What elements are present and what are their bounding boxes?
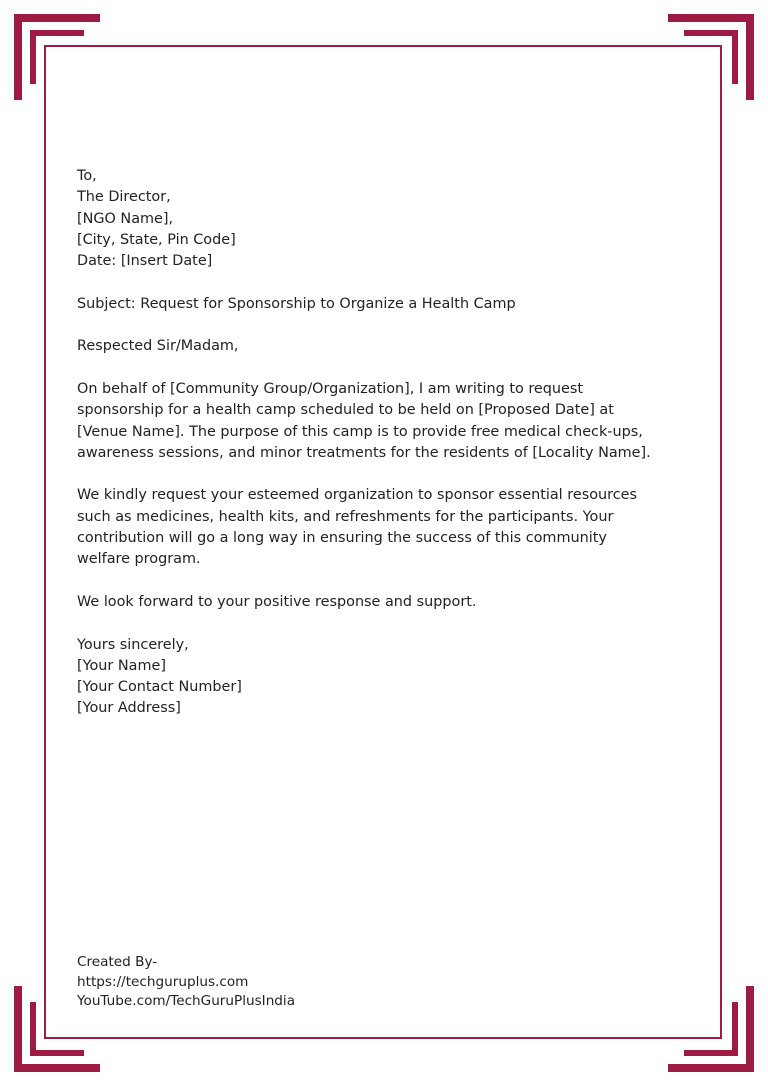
footer-credits bbox=[77, 953, 295, 1012]
paragraph-request bbox=[77, 379, 697, 464]
paragraph-line: welfare program. bbox=[77, 551, 201, 568]
paragraph-closing-remark: We look forward to your positive response and support. bbox=[77, 593, 477, 610]
paragraph-line: awareness sessions, and minor treatments for the residents of [Locality Name]. bbox=[77, 444, 651, 461]
address-to: To, bbox=[77, 168, 97, 184]
paragraph-line: [Venue Name]. The purpose of this camp is to provide free medical check-ups, bbox=[77, 423, 643, 440]
address-date: Date: [Insert Date] bbox=[77, 253, 213, 270]
sender-contact: [Your Contact Number] bbox=[77, 679, 242, 696]
address-ngo-name: [NGO Name], bbox=[77, 210, 174, 227]
address-city: [City, State, Pin Code] bbox=[77, 231, 236, 248]
paragraph-line: sponsorship for a health camp scheduled to be held on [Proposed Date] at bbox=[77, 402, 614, 419]
address-recipient: The Director, bbox=[77, 189, 171, 206]
recipient-address-block bbox=[77, 166, 697, 272]
signature-block bbox=[77, 635, 697, 720]
sender-name: [Your Name] bbox=[77, 657, 166, 674]
sender-address: [Your Address] bbox=[77, 700, 181, 717]
paragraph-line: contribution will go a long way in ensuring the success of this community bbox=[77, 530, 607, 547]
footer-website-link[interactable]: https://techguruplus.com bbox=[77, 973, 249, 990]
sign-off: Yours sincerely, bbox=[77, 636, 189, 653]
letter-salutation: Respected Sir/Madam, bbox=[77, 338, 239, 355]
footer-created-by: Created By- bbox=[77, 954, 158, 970]
paragraph-line: such as medicines, health kits, and refreshments for the participants. Your bbox=[77, 508, 614, 525]
paragraph-line: On behalf of [Community Group/Organization], I am writing to request bbox=[77, 380, 584, 397]
paragraph-line: We kindly request your esteemed organization to sponsor essential resources bbox=[77, 487, 637, 504]
footer-youtube-link[interactable]: YouTube.com/TechGuruPlusIndia bbox=[77, 993, 296, 1010]
letter-body bbox=[77, 166, 697, 720]
paragraph-sponsorship bbox=[77, 485, 697, 570]
letter-subject: Subject: Request for Sponsorship to Organize a Health Camp bbox=[77, 295, 516, 312]
